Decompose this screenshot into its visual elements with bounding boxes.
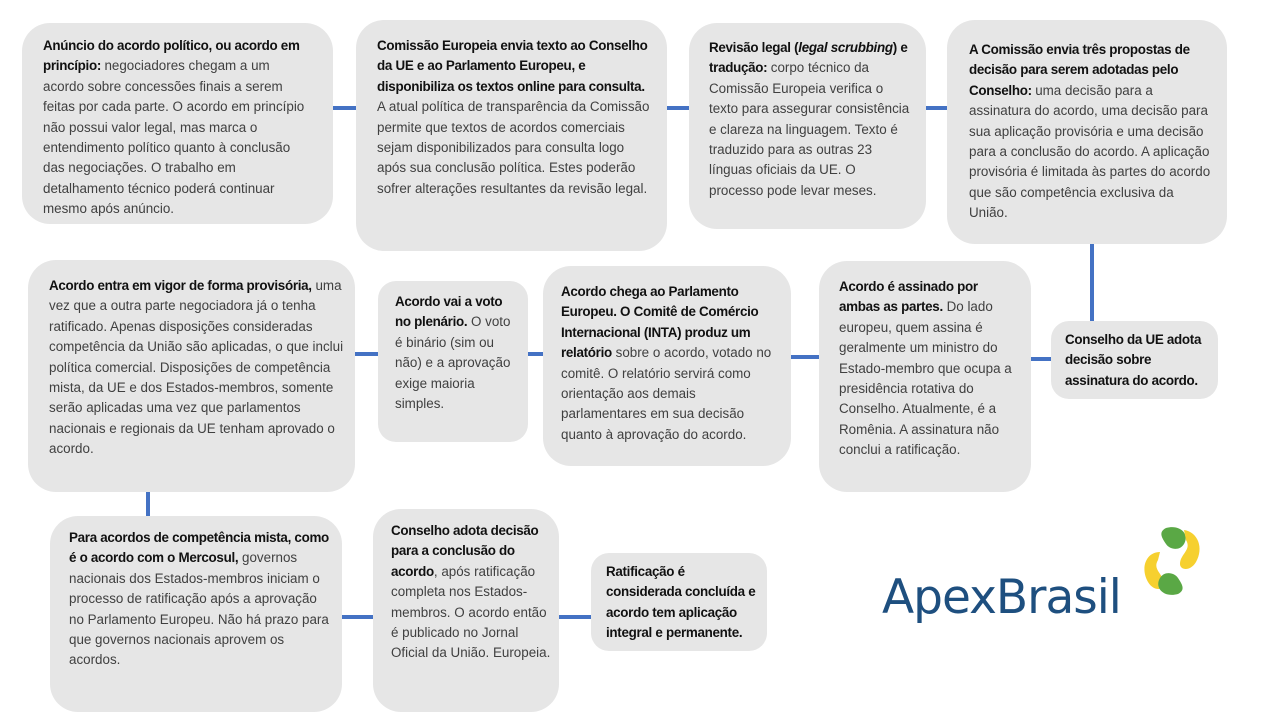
step-description: uma vez que a outra parte negociadora já o tenha ratificado. Apenas disposições consideradas competência da União são aplicadas, o que inclui política comercial. Disposições de competência mista, da UE e dos Estados-membros, somente serão aplicadas uma vez que parlamentos nacionais e regionais da UE tenham aprovado o acordo. (49, 278, 344, 457)
step-7-box (543, 266, 791, 466)
step-11-box: Conselho adota decisão para a conclusão do acordo, após ratificação completa nos Estados-membros. O acordo então é publicado no Jornal Oficial da União. Europeia. (373, 509, 559, 712)
step-description: sobre o acordo, votado no comitê. O relatório servirá como orientação aos demais parlamentares em sua decisão quanto à aprovação do acordo. (561, 345, 772, 442)
step-6-box (819, 261, 1031, 492)
connector-5-6 (1030, 357, 1052, 361)
step-description: governos nacionais dos Estados-membros iniciam o processo de ratificação após a aprovação no Parlamento Europeu. Não há prazo para que governos nacionais aprovem os acordos. (69, 550, 329, 668)
step-description: Do lado europeu, quem assina é geralmente um ministro do Estado-membro que ocupa a presidência rotativa do Conselho. Atualmente, é a Romênia. A assinatura não conclui a ratificação. (839, 299, 1012, 458)
step-12-box (591, 553, 767, 651)
step-title: Anúncio do acordo político, ou acordo em princípio (43, 38, 300, 74)
step-2-box (356, 20, 667, 251)
connector-10-11 (342, 615, 374, 619)
step-title: Acordo é assinado por ambas as partes. (839, 279, 978, 315)
step-title: Para acordos de competência mista, como é o acordo com o Mercosul, (69, 530, 329, 566)
connector-2-3 (666, 106, 690, 110)
step-10-box (50, 516, 342, 712)
connector-11-12 (559, 615, 592, 619)
step-title: Comissão Europeia envia texto ao Conselho da UE e ao Parlamento Europeu, e disponibiliza os textos online para consulta. (377, 38, 648, 94)
step-4-box: A Comissão envia três propostas de decisão para serem adotadas pelo Conselho: uma decisão para a assinatura do acordo, uma decisão para sua aplicação provisória e uma decisão para a conclusão do acordo. A aplicação provisória é limitada às partes do acordo que são competência exclusiva da União. (947, 20, 1227, 244)
connector-4-5 (1090, 244, 1094, 322)
step-title: Revisão legal (legal scrubbing) e tradução: (709, 40, 908, 76)
step-title: Acordo vai a voto no plenário. (395, 294, 503, 330)
step-8-box (378, 281, 528, 442)
step-title: Acordo entra em vigor de forma provisória, (49, 278, 312, 293)
step-description: corpo técnico da Comissão Europeia verifica o texto para assegurar consistência e clareza na linguagem. Texto é traduzido para as outras 23 línguas oficiais da UE. O processo pode levar meses. (709, 60, 910, 198)
step-title: Conselho da UE adota decisão sobre assinatura do acordo. (1065, 332, 1202, 388)
connector-6-7 (791, 355, 819, 359)
step-description: uma decisão para a assinatura do acordo, uma decisão para sua aplicação provisória e uma decisão para a conclusão do acordo. A aplicação provisória é limitada às partes do acordo que são competência exclusiva da União. (969, 82, 1211, 221)
apexbrasil-wordmark: ApexBrasil (882, 570, 1121, 625)
step-3-box (689, 23, 926, 229)
step-title: A Comissão envia três propostas de decisão para serem adotadas pelo Conselho (969, 42, 1190, 98)
connector-8-9 (354, 352, 379, 356)
step-9-box (28, 260, 355, 492)
apexbrasil-logo (882, 520, 1202, 630)
step-description: A atual política de transparência da Comissão permite que textos de acordos comerciais sejam disponibilizados para consulta logo após sua conclusão política. Estes poderão sofrer alterações resultantes da revisão legal. (377, 99, 650, 196)
connector-7-8 (528, 352, 544, 356)
connector-9-10 (146, 492, 150, 517)
connector-3-4 (926, 106, 948, 110)
connector-1-2 (332, 106, 356, 110)
step-title: Ratificação é considerada concluída e acordo tem aplicação integral e permanente. (606, 564, 756, 641)
step-1-box: Anúncio do acordo político, ou acordo em princípio: negociadores chegam a um acordo sobre concessões finais a serem feitas por cada parte. O acordo em princípio não possui valor legal, mas marca o entendimento político quanto à conclusão das negociações. O trabalho em detalhamento técnico poderá continuar mesmo após anúncio. (22, 23, 333, 224)
step-description: após ratificação completa nos Estados-membros. O acordo então é publicado no Jornal Oficial da União. Europeia. (391, 563, 551, 661)
step-title: Acordo chega ao Parlamento Europeu. O Comitê de Comércio Internacional (INTA) produz um relatório (561, 284, 759, 361)
step-5-box (1051, 321, 1218, 399)
step-description: negociadores chegam a um acordo sobre concessões finais a serem feitas por cada parte. O acordo em princípio não possui valor legal, mas marca o entendimento político quanto à conclusão das negociações. O trabalho em detalhamento técnico poderá continuar mesmo após anúncio. (43, 58, 305, 217)
step-title: Conselho adota decisão para a conclusão do acordo (391, 523, 539, 579)
apexbrasil-emblem-icon (1140, 524, 1204, 598)
step-description: O voto é binário (sim ou não) e a aprovação exige maioria simples. (395, 314, 511, 412)
